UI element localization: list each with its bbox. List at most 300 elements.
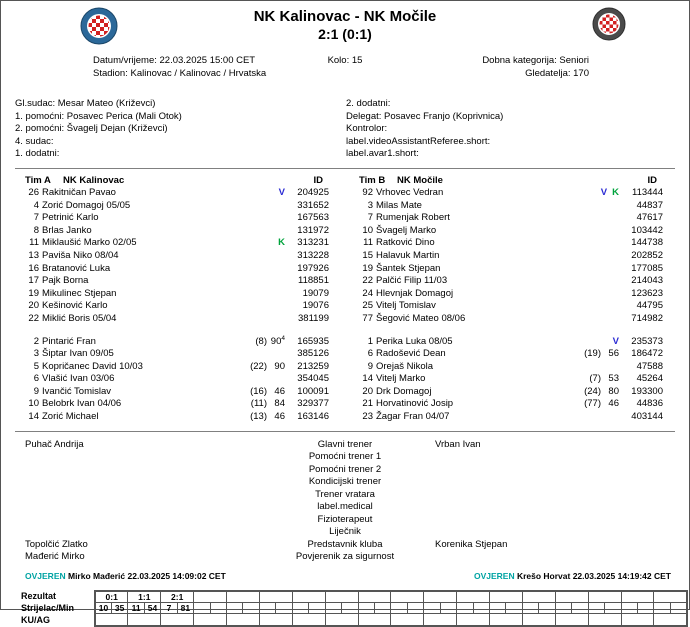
player-number: 10 <box>362 224 373 236</box>
player-flags <box>571 263 619 276</box>
sub-for-number: (11) <box>250 398 267 410</box>
player-row <box>349 237 663 250</box>
player-name: Perika Luka 08/05 <box>376 335 453 347</box>
staff-row <box>1 514 689 527</box>
staff-role-label: label.medical <box>317 501 373 513</box>
team-a-label: Tim A <box>25 174 51 186</box>
divider <box>15 431 675 432</box>
player-name: Vlašić Ivan 03/06 <box>42 373 115 385</box>
home-club-logo-icon <box>80 7 118 45</box>
match-title: NK Kalinovac - NK Močile <box>253 8 437 25</box>
kuag-cell <box>194 614 227 626</box>
scorer-number-cell <box>325 603 341 614</box>
staff-role-label: Pomoćni trener 1 <box>308 451 382 463</box>
sub-for-number: (7) <box>589 373 601 385</box>
player-number: 19 <box>362 262 373 274</box>
player-number: 7 <box>367 212 373 224</box>
staff-row <box>1 464 689 477</box>
result-scorer-row <box>95 603 687 614</box>
result-score-cell <box>325 591 358 603</box>
result-row-label: KU/AG <box>21 615 50 626</box>
player-id: 118851 <box>298 275 329 287</box>
player-name: Vitelj Tomislav <box>376 300 436 312</box>
player-row <box>349 288 663 301</box>
captain-flag: K <box>612 186 619 198</box>
player-name: Drk Domagoj <box>376 385 432 397</box>
player-number: 21 <box>362 398 373 410</box>
sub-for-number: (77) <box>584 398 601 410</box>
staff-home-name: Topolčić Zlatko <box>25 538 88 550</box>
player-number: 9 <box>367 360 373 372</box>
player-name: Brlas Janko <box>42 224 92 236</box>
kuag-cell <box>128 614 161 626</box>
kuag-cell <box>424 614 457 626</box>
player-id: 47588 <box>636 360 663 372</box>
scorer-number-cell <box>227 603 243 614</box>
player-flags <box>571 250 619 263</box>
player-row <box>15 212 329 225</box>
team-a-substitutes <box>15 336 329 424</box>
player-id: 381199 <box>298 312 329 324</box>
sub-for-number: (8) <box>255 335 267 347</box>
away-club-logo-icon <box>592 7 626 41</box>
officials-left <box>15 98 346 161</box>
player-number: 2 <box>33 335 39 347</box>
staff-section <box>1 439 689 564</box>
kuag-cell <box>621 614 654 626</box>
sub-for-number: (19) <box>584 348 601 360</box>
player-id: 131972 <box>297 224 329 236</box>
player-number: 92 <box>362 186 373 198</box>
kuag-cell <box>654 614 687 626</box>
goalkeeper-flag: V <box>600 186 608 198</box>
player-name: Radošević Dean <box>376 348 446 360</box>
scorer-number-cell <box>621 603 637 614</box>
scorer-minute-cell <box>539 603 555 614</box>
player-id: 113444 <box>632 186 663 198</box>
sub-minute: 46 <box>274 385 285 397</box>
sub-minute: $90^4$ <box>270 334 285 347</box>
result-score-cell <box>194 591 227 603</box>
substitute-row <box>15 411 329 424</box>
player-row <box>349 225 663 238</box>
player-number: 14 <box>362 373 373 385</box>
extra-time-sup: 4 <box>281 334 285 342</box>
player-number: 1 <box>367 335 373 347</box>
result-score-cell <box>522 591 555 603</box>
staff-role-label: Liječnik <box>329 526 361 538</box>
result-score-cell <box>621 591 654 603</box>
player-name: Vrhovec Vedran <box>376 186 444 198</box>
player-id: 313228 <box>297 249 329 261</box>
team-b-substitutes <box>349 336 663 424</box>
player-number: 20 <box>28 300 39 312</box>
result-score-cell: 0:1 <box>95 591 128 603</box>
player-row <box>15 263 329 276</box>
result-row-labels <box>21 590 94 627</box>
player-number: 22 <box>362 275 373 287</box>
team-b-header <box>349 174 663 187</box>
player-number: 14 <box>28 411 39 423</box>
scorer-number-cell <box>424 603 440 614</box>
sub-for-number: (16) <box>250 385 267 397</box>
sub-for-number <box>561 336 601 349</box>
player-id: 403144 <box>631 411 663 423</box>
player-name: Šegović Mateo 08/06 <box>376 312 466 324</box>
scorer-number-cell <box>654 603 670 614</box>
official-line: Delegat: Posavec Franjo (Koprivnica) <box>346 110 504 122</box>
player-name: Pajk Borna <box>42 275 89 287</box>
team-a-header <box>15 174 329 187</box>
scorer-minute-cell <box>243 603 259 614</box>
player-name: Orejaš Nikola <box>376 360 434 372</box>
sub-for-number <box>227 348 267 361</box>
player-name: Šantek Stjepan <box>376 262 441 274</box>
player-name: Rumenjak Robert <box>376 212 450 224</box>
player-id: 714982 <box>631 312 663 324</box>
kuag-cell <box>490 614 523 626</box>
scorer-minute-cell <box>374 603 390 614</box>
sub-minute: 46 <box>274 411 285 423</box>
player-flags <box>571 275 619 288</box>
player-number: 24 <box>362 287 373 299</box>
player-flags <box>237 313 285 326</box>
player-flags <box>571 212 619 225</box>
player-flags <box>571 288 619 301</box>
team-b-label: Tim B <box>359 174 386 186</box>
scorer-number-cell: 7 <box>161 603 177 614</box>
player-flags <box>237 225 285 238</box>
player-id: 177085 <box>631 262 663 274</box>
player-number: 11 <box>29 237 39 249</box>
player-name: Belobrk Ivan 04/06 <box>42 398 122 410</box>
player-flags <box>237 300 285 313</box>
official-line: label.videoAssistantReferee.short: <box>346 135 491 147</box>
player-row <box>349 300 663 313</box>
player-id: 44837 <box>636 199 663 211</box>
result-score-cell <box>457 591 490 603</box>
verification-away <box>474 571 671 582</box>
scorer-minute-cell <box>309 603 325 614</box>
player-name: Horvatinović Josip <box>376 398 454 410</box>
player-row <box>15 237 329 250</box>
player-number: 19 <box>28 287 39 299</box>
staff-row <box>1 526 689 539</box>
player-number: 11 <box>363 237 373 249</box>
player-flags <box>237 275 285 288</box>
match-info <box>1 54 689 84</box>
scorer-number-cell: 11 <box>128 603 144 614</box>
player-flags <box>237 212 285 225</box>
player-row <box>15 225 329 238</box>
result-score-cell <box>654 591 687 603</box>
player-id: 100091 <box>297 385 329 397</box>
substitute-row <box>15 398 329 411</box>
result-score-cell <box>490 591 523 603</box>
player-flags <box>571 200 619 213</box>
staff-row <box>1 551 689 564</box>
staff-row <box>1 439 689 452</box>
player-name: Palčić Filip 11/03 <box>376 275 448 287</box>
player-row <box>349 200 663 213</box>
official-line: Gl.sudac: Mesar Mateo (Križevci) <box>15 98 156 109</box>
player-row <box>15 313 329 326</box>
result-score-cell <box>555 591 588 603</box>
scorer-number-cell <box>522 603 538 614</box>
player-name: Vitelj Marko <box>376 373 426 385</box>
player-name: Pintarić Fran <box>42 335 96 347</box>
staff-away-name: Korenika Stjepan <box>435 538 508 550</box>
scorer-number-cell <box>358 603 374 614</box>
player-name: Milas Mate <box>376 199 422 211</box>
player-flags <box>237 237 285 250</box>
player-id: 123623 <box>631 287 663 299</box>
staff-role-label: Predstavnik kluba <box>307 538 383 550</box>
substitute-row <box>349 386 663 399</box>
match-category: Dobna kategorija: Seniori <box>482 55 589 66</box>
player-number: 22 <box>28 312 39 324</box>
player-name: Šiptar Ivan 09/05 <box>42 348 114 360</box>
player-id: 163146 <box>297 411 329 423</box>
substitute-row <box>349 373 663 386</box>
player-number: 8 <box>33 224 39 236</box>
player-flags <box>237 187 285 200</box>
match-stadium: Stadion: Kalinovac / Kalinovac / Hrvatska <box>93 68 267 79</box>
official-line: Kontrolor: <box>346 123 388 135</box>
player-number: 17 <box>28 275 39 287</box>
player-name: Mikulinec Stjepan <box>42 287 117 299</box>
player-id: 354045 <box>297 373 329 385</box>
player-name: Miklić Boris 05/04 <box>42 312 117 324</box>
player-flags <box>571 187 619 200</box>
staff-role-label: Trener vratara <box>315 488 375 500</box>
team-b-id-header: ID <box>647 174 657 186</box>
player-number: 3 <box>33 348 39 360</box>
player-id: 165935 <box>297 335 329 347</box>
player-row <box>15 250 329 263</box>
scorer-number-cell <box>391 603 407 614</box>
substitute-row <box>15 361 329 374</box>
player-number: 26 <box>28 186 39 198</box>
player-id: 213259 <box>297 360 329 372</box>
substitute-row <box>15 348 329 361</box>
sub-minute: 90 <box>274 360 285 372</box>
player-number: 23 <box>362 411 373 423</box>
scorer-number-cell <box>490 603 506 614</box>
player-row <box>15 275 329 288</box>
player-id: 186472 <box>631 348 663 360</box>
player-flags <box>571 300 619 313</box>
substitute-row <box>15 373 329 386</box>
kuag-cell <box>227 614 260 626</box>
player-flags <box>571 225 619 238</box>
kuag-cell <box>391 614 424 626</box>
official-line: 4. sudac: <box>15 135 54 147</box>
official-line: label.avar1.short: <box>346 148 419 160</box>
staff-row <box>1 489 689 502</box>
player-id: 144738 <box>631 237 663 249</box>
scorer-minute-cell <box>637 603 653 614</box>
substitute-row <box>349 348 663 361</box>
player-number: 6 <box>33 373 39 385</box>
staff-role-label: Povjerenik za sigurnost <box>295 551 395 563</box>
player-id: 197926 <box>297 262 329 274</box>
substitute-row <box>15 386 329 399</box>
result-score-cell: 1:1 <box>128 591 161 603</box>
scorer-minute-cell <box>473 603 489 614</box>
scorer-number-cell <box>588 603 604 614</box>
team-a-starters <box>15 187 329 326</box>
player-flags <box>571 237 619 250</box>
player-row <box>15 187 329 200</box>
verified-badge: OVJEREN <box>25 570 66 581</box>
staff-row <box>1 476 689 489</box>
scorer-minute-cell <box>506 603 522 614</box>
player-name: Miklaušić Marko 02/05 <box>42 237 137 249</box>
player-number: 10 <box>28 398 39 410</box>
player-id: 193300 <box>631 385 663 397</box>
verification-away-text: Krešo Horvat 22.03.2025 14:19:42 CET <box>514 570 671 581</box>
player-row <box>349 313 663 326</box>
player-number: 5 <box>33 360 39 372</box>
player-id: 385126 <box>297 348 329 360</box>
player-row <box>349 187 663 200</box>
player-row <box>349 212 663 225</box>
staff-role-label: Kondicijski trener <box>308 476 382 488</box>
staff-role-label: Fizioterapeut <box>317 513 373 525</box>
player-number: 7 <box>33 212 39 224</box>
player-id: 19079 <box>302 287 329 299</box>
match-score: 2:1 (0:1) <box>318 26 372 42</box>
kuag-cell <box>457 614 490 626</box>
kuag-cell <box>325 614 358 626</box>
player-number: 13 <box>28 249 39 261</box>
sub-for-number <box>227 373 267 386</box>
substitute-row <box>349 398 663 411</box>
result-kuag-row <box>95 614 687 626</box>
player-id: 45264 <box>636 373 663 385</box>
official-line: 2. dodatni: <box>346 98 391 109</box>
result-score-cell <box>588 591 621 603</box>
result-score-cell <box>391 591 424 603</box>
kuag-cell <box>588 614 621 626</box>
substitute-row <box>15 336 329 349</box>
player-id: 214043 <box>631 275 663 287</box>
player-name: Zorić Domagoj 05/05 <box>42 199 131 211</box>
player-name: Zorić Michael <box>42 411 99 423</box>
substitute-row <box>349 411 663 424</box>
team-a-id-header: ID <box>313 174 323 186</box>
result-score-cell <box>227 591 260 603</box>
captain-flag: K <box>278 237 285 249</box>
player-id: 235373 <box>631 335 663 347</box>
goalkeeper-flag: V <box>612 335 619 347</box>
staff-role-label: Glavni trener <box>317 438 373 450</box>
scorer-minute-cell: 35 <box>111 603 127 614</box>
scorer-number-cell <box>555 603 571 614</box>
scorer-minute-cell <box>605 603 621 614</box>
scorer-minute-cell <box>572 603 588 614</box>
verified-badge: OVJEREN <box>473 570 515 581</box>
scorer-number-cell <box>457 603 473 614</box>
player-row <box>349 250 663 263</box>
scorer-number-cell: 10 <box>95 603 111 614</box>
player-flags <box>237 288 285 301</box>
sub-minute: 84 <box>274 398 285 410</box>
result-score-cell: 2:1 <box>161 591 194 603</box>
player-id: 313231 <box>297 237 329 249</box>
player-id: 167563 <box>297 212 329 224</box>
result-score-cell <box>358 591 391 603</box>
player-number: 20 <box>362 385 373 397</box>
result-score-cell <box>424 591 457 603</box>
player-row <box>15 288 329 301</box>
player-flags <box>237 263 285 276</box>
player-name: Kopričanec David 10/03 <box>42 360 143 372</box>
player-number: 6 <box>367 348 373 360</box>
verification-home-text: Mirko Mađerić 22.03.2025 14:09:02 CET <box>65 570 226 581</box>
team-a-roster <box>15 174 329 424</box>
verification-row <box>1 571 689 582</box>
scorer-number-cell <box>292 603 308 614</box>
sub-minute <box>267 348 285 361</box>
officials-section <box>1 98 689 161</box>
scorer-minute-cell <box>407 603 423 614</box>
player-row <box>349 263 663 276</box>
player-name: Bratanović Luka <box>42 262 111 274</box>
scorer-minute-cell: 54 <box>144 603 160 614</box>
official-line: 1. dodatni: <box>15 148 60 160</box>
player-number: 16 <box>28 262 39 274</box>
player-name: Paviša Niko 08/04 <box>42 249 119 261</box>
player-id: 202852 <box>631 249 663 261</box>
player-id: 204925 <box>297 186 329 198</box>
player-row <box>15 300 329 313</box>
player-number: 77 <box>362 312 373 324</box>
kuag-cell <box>292 614 325 626</box>
player-row <box>349 275 663 288</box>
match-attendance: Gledatelja: 170 <box>525 68 589 79</box>
team-b-starters <box>349 187 663 326</box>
player-name: Ratković Dino <box>376 237 435 249</box>
player-name: Halavuk Martin <box>376 249 440 261</box>
player-id: 329377 <box>297 398 329 410</box>
result-score-cell <box>259 591 292 603</box>
player-name: Švagelj Marko <box>376 224 437 236</box>
staff-row <box>1 539 689 552</box>
team-b-roster <box>349 174 663 424</box>
result-row-label: Strijelac/Min <box>21 603 75 614</box>
result-score-cell <box>292 591 325 603</box>
sub-minute <box>601 361 619 374</box>
player-id: 331652 <box>297 199 329 211</box>
scorer-minute-cell <box>670 603 687 614</box>
match-info-right <box>482 54 589 80</box>
player-number: 3 <box>367 199 373 211</box>
sub-minute: 46 <box>608 398 619 410</box>
sub-for-number <box>561 361 601 374</box>
kuag-cell <box>259 614 292 626</box>
kuag-cell <box>522 614 555 626</box>
player-id: 19076 <box>302 300 329 312</box>
sub-minute: 53 <box>608 373 619 385</box>
staff-away-name: Vrban Ivan <box>435 438 481 450</box>
sub-minute: 56 <box>608 348 619 360</box>
staff-home-name: Mađerić Mirko <box>25 551 85 563</box>
kuag-cell <box>95 614 128 626</box>
player-id: 47617 <box>636 212 663 224</box>
scorer-minute-cell <box>276 603 292 614</box>
